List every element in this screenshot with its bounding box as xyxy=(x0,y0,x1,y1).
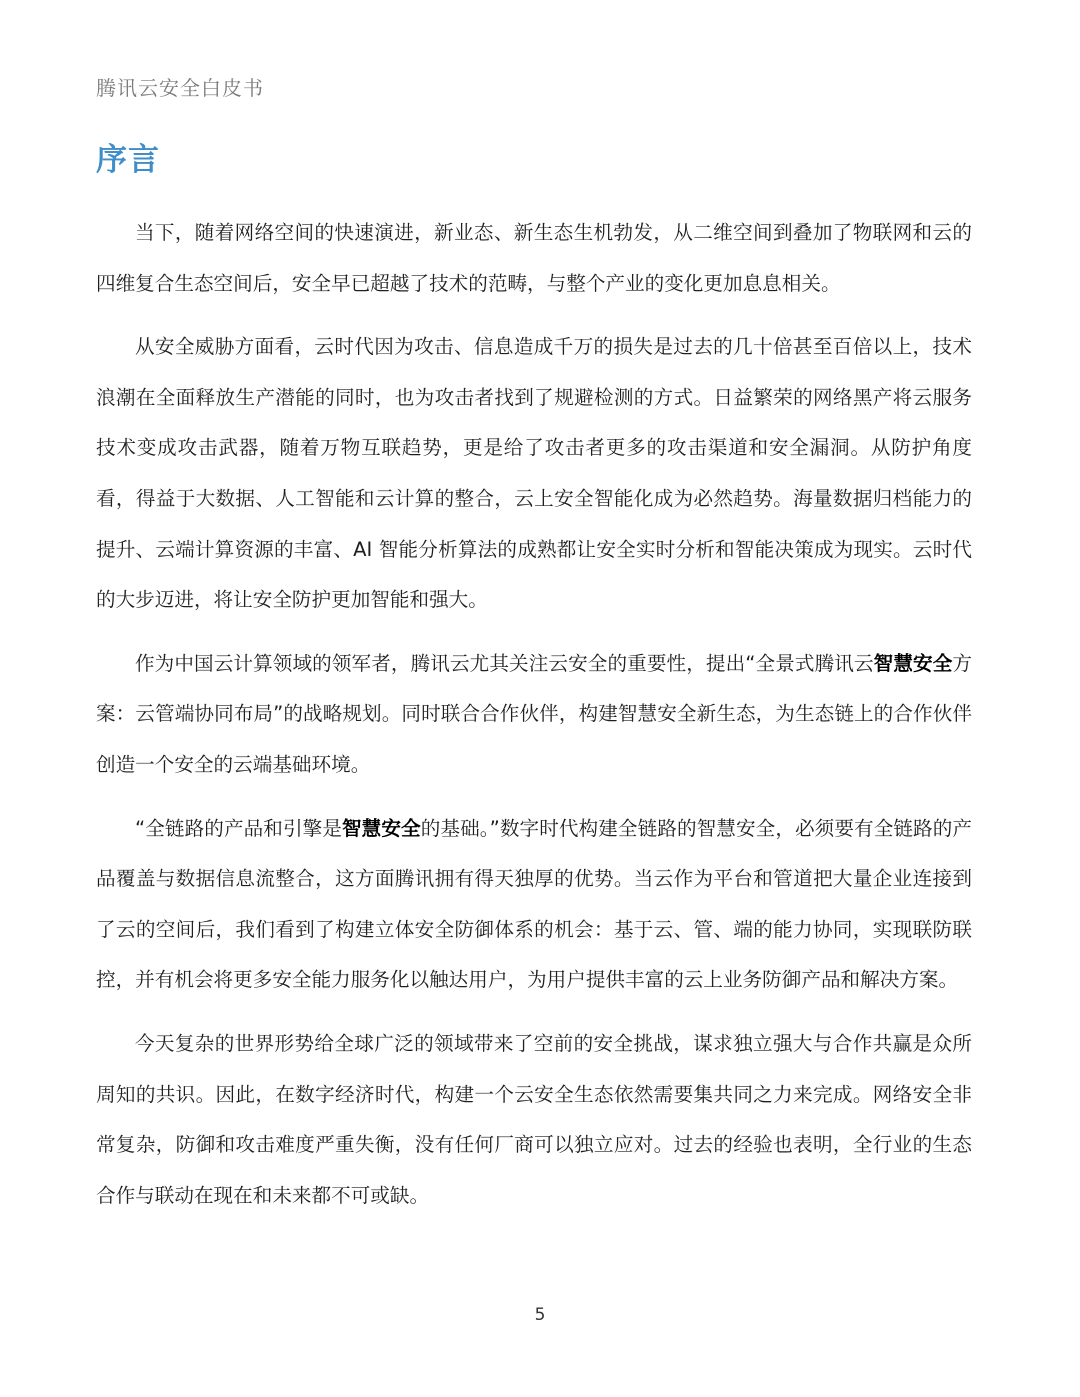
document-body xyxy=(96,208,972,1234)
paragraph-3-text-b: 方案：云管端协同布局”的战略规划。同时联合合作伙伴，构建智慧安全新生态，为生态链上的合作伙伴创造一个安全的云端基础环境。 xyxy=(96,651,972,776)
paragraph-5: 今天复杂的世界形势给全球广泛的领域带来了空前的安全挑战，谋求独立强大与合作共赢是众所周知的共识。因此，在数字经济时代，构建一个云安全生态依然需要集共同之力来完成。网络安全非常复杂，防御和攻击难度严重失衡，没有任何厂商可以独立应对。过去的经验也表明，全行业的生态合作与联动在现在和未来都不可或缺。 xyxy=(96,1031,972,1207)
paragraph-3-emphasis: 智慧安全 xyxy=(873,651,953,675)
paragraph-1: 当下，随着网络空间的快速演进，新业态、新生态生机勃发，从二维空间到叠加了物联网和云的四维复合生态空间后，安全早已超越了技术的范畴，与整个产业的变化更加息息相关。 xyxy=(96,221,972,295)
paragraph-3-text-a: 作为中国云计算领域的领军者，腾讯云尤其关注云安全的重要性，提出“全景式腾讯云 xyxy=(135,651,874,675)
paragraph-4-text-b: 的基础。”数字时代构建全链路的智慧安全，必须要有全链路的产品覆盖与数据信息流整合，这方面腾讯拥有得天独厚的优势。当云作为平台和管道把大量企业连接到了云的空间后，我们看到了构建立体安全防御体系的机会：基于云、管、端的能力协同，实现联防联控，并有机会将更多安全能力服务化以触达用户，为用户提供丰富的云上业务防御产品和解决方案。 xyxy=(96,816,973,992)
paragraph-4 xyxy=(96,804,972,1006)
document-header: 腾讯云安全白皮书 xyxy=(96,76,264,100)
paragraph-2: 从安全威胁方面看，云时代因为攻击、信息造成千万的损失是过去的几十倍甚至百倍以上，技术浪潮在全面释放生产潜能的同时，也为攻击者找到了规避检测的方式。日益繁荣的网络黑产将云服务技术变成攻击武器，随着万物互联趋势，更是给了攻击者更多的攻击渠道和安全漏洞。从防护角度看，得益于大数据、人工智能和云计算的整合，云上安全智能化成为必然趋势。海量数据归档能力的提升、云端计算资源的丰富、AI 智能分析算法的成熟都让安全实时分析和智能决策成为现实。云时代的大步迈进，将让安全防护更加智能和强大。 xyxy=(96,335,972,612)
paragraph-3 xyxy=(96,639,972,791)
paragraph-4-text-a: “全链路的产品和引擎是 xyxy=(135,816,342,840)
paragraph-4-emphasis: 智慧安全 xyxy=(342,816,421,840)
page-title: 序言 xyxy=(96,142,160,178)
page-number: 5 xyxy=(534,1305,546,1325)
